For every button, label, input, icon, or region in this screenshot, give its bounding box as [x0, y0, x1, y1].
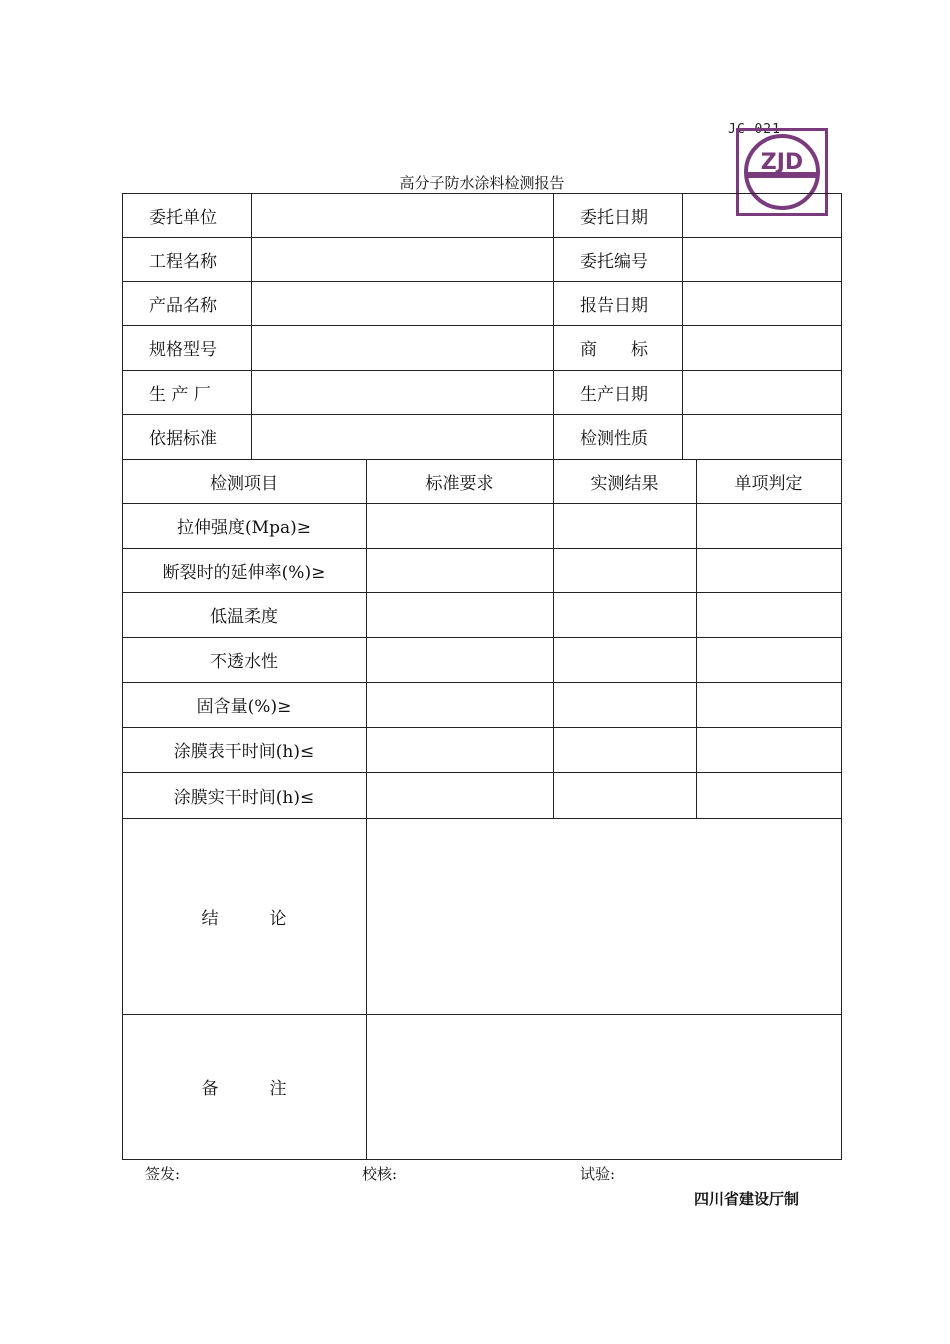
- header-test-item: 检测项目: [210, 473, 278, 494]
- page-title: 高分子防水涂料检测报告: [399, 174, 565, 192]
- item-surface-dry-time: 涂膜表干时间(h)≤: [173, 742, 315, 762]
- remarks-label: 备 注: [201, 1079, 287, 1099]
- form-code: JC-021: [728, 122, 781, 137]
- item-hard-dry-time: 涂膜实干时间(h)≤: [173, 787, 315, 808]
- tested-by-label: 试验:: [580, 1165, 616, 1183]
- report-date-label: 报告日期: [580, 295, 648, 316]
- project-label: 工程名称: [149, 251, 217, 272]
- brand-label: 商 标: [580, 340, 648, 360]
- issued-by-label: 签发:: [145, 1165, 181, 1183]
- standard-label: 依据标准: [149, 429, 217, 449]
- item-low-temp-flexibility: 低温柔度: [210, 607, 278, 627]
- header-item-judgement: 单项判定: [734, 473, 803, 494]
- client-label: 委托单位: [149, 207, 217, 228]
- commission-no-label: 委托编号: [580, 251, 648, 272]
- header-standard-requirement: 标准要求: [425, 473, 494, 494]
- spec-label: 规格型号: [149, 340, 217, 360]
- item-impermeability: 不透水性: [210, 652, 278, 672]
- item-tensile-strength: 拉伸强度(Mpa)≥: [177, 518, 311, 538]
- production-date-label: 生产日期: [580, 384, 648, 405]
- commission-date-label: 委托日期: [580, 207, 648, 228]
- product-label: 产品名称: [149, 295, 217, 316]
- header-measured-result: 实测结果: [590, 473, 659, 494]
- conclusion-label: 结 论: [201, 908, 287, 929]
- manufacturer-label: 生 产 厂: [149, 384, 211, 405]
- test-nature-label: 检测性质: [580, 429, 648, 449]
- issuer-label: 四川省建设厅制: [694, 1190, 800, 1208]
- item-solid-content: 固含量(%)≥: [196, 697, 292, 717]
- logo-text: ZJD: [760, 150, 804, 175]
- checked-by-label: 校核:: [362, 1165, 398, 1183]
- item-elongation-at-break: 断裂时的延伸率(%)≥: [162, 562, 326, 583]
